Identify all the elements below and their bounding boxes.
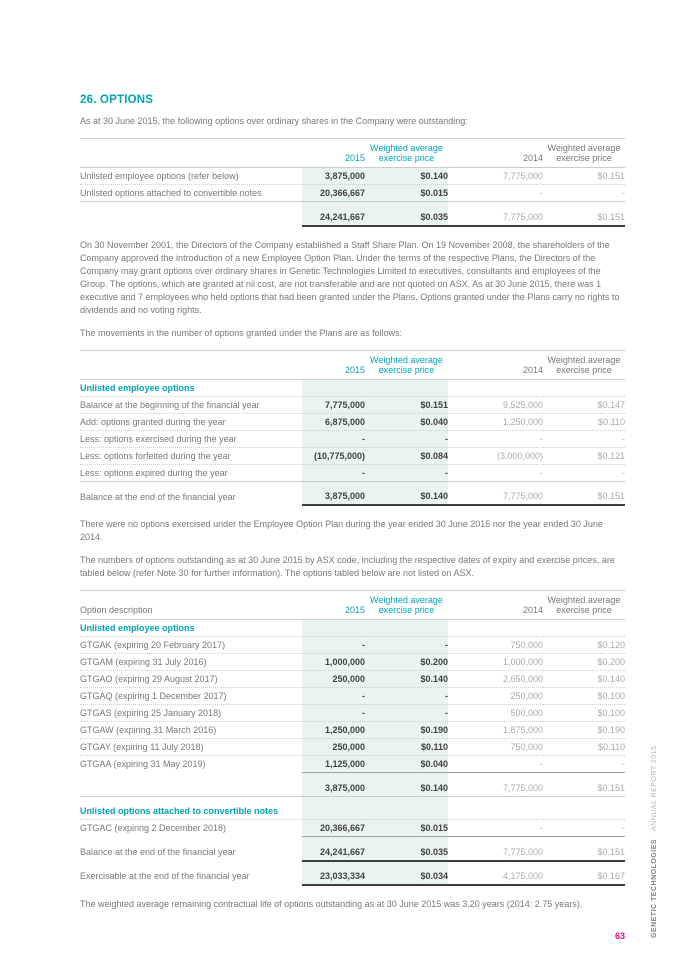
price-2014-cell: - — [543, 820, 625, 837]
row-label-cell: Balance at the end of the financial year — [80, 847, 236, 857]
price-2014-cell: $0.110 — [543, 739, 625, 756]
value-2014-cell — [448, 837, 543, 844]
price-2015-cell: $0.034 — [365, 868, 448, 885]
value-2015-cell: - — [302, 430, 365, 447]
price-2014-cell — [543, 481, 625, 488]
row-label-cell — [80, 861, 302, 868]
price-2015-cell: $0.015 — [365, 185, 448, 202]
value-2015-cell: - — [302, 464, 365, 481]
value-2014-cell: - — [448, 185, 543, 202]
value-2014-cell — [448, 796, 543, 803]
table-row-data — [80, 464, 625, 481]
value-2015-cell: 3,875,000 — [302, 168, 365, 185]
column-header-waep-2015: Weighted average exercise price — [365, 350, 448, 379]
row-label-cell — [80, 202, 302, 209]
table-row-total — [80, 868, 625, 885]
value-2014-cell: 7,775,000 — [448, 488, 543, 505]
row-label-cell: Balance at the beginning of the financial year — [80, 396, 302, 413]
column-header-label: Option description — [80, 591, 302, 620]
table-header-row — [80, 591, 625, 620]
value-2015-cell: 3,875,000 — [302, 488, 365, 505]
price-2015-cell: $0.110 — [365, 739, 448, 756]
value-2014-cell: 4,175,000 — [448, 868, 543, 885]
value-2015-cell — [302, 620, 365, 637]
price-2014-cell: $0.167 — [543, 868, 625, 885]
price-2015-cell — [365, 861, 448, 868]
table-row-data — [80, 671, 625, 688]
price-2014-cell: $0.151 — [543, 780, 625, 797]
price-2015-cell: $0.084 — [365, 447, 448, 464]
table-row-data — [80, 413, 625, 430]
price-2014-cell — [543, 379, 625, 396]
value-2015-cell: 1,125,000 — [302, 756, 365, 773]
table-row-data — [80, 168, 625, 185]
column-header-2014: 2014 — [448, 350, 543, 379]
price-2014-cell: - — [543, 756, 625, 773]
value-2014-cell: 7,775,000 — [448, 209, 543, 226]
row-label-cell: GTGAW (expiring 31 March 2016) — [80, 722, 302, 739]
column-header-waep-2015: Weighted average exercise price — [365, 139, 448, 168]
price-2014-cell: $0.151 — [543, 168, 625, 185]
value-2014-cell: - — [448, 430, 543, 447]
price-2014-cell — [543, 620, 625, 637]
page-number: 63 — [614, 931, 625, 941]
column-header-waep-2014: Weighted average exercise price — [543, 139, 625, 168]
row-label-cell — [80, 209, 302, 226]
value-2014-cell — [448, 379, 543, 396]
price-2015-cell — [365, 803, 448, 820]
row-label-cell: Unlisted options attached to convertible notes — [80, 185, 302, 202]
price-2015-cell: $0.140 — [365, 780, 448, 797]
table-row-data — [80, 185, 625, 202]
price-2014-cell: $0.200 — [543, 654, 625, 671]
value-2014-cell: - — [448, 756, 543, 773]
options-by-code-table — [80, 590, 625, 886]
table-row-data — [80, 820, 625, 837]
value-2015-cell: - — [302, 688, 365, 705]
section-heading-cell: Unlisted employee options — [80, 379, 302, 396]
row-label-cell — [80, 837, 302, 844]
section-title: 26. OPTIONS — [80, 94, 154, 106]
options-by-asx-code-grid — [80, 590, 625, 886]
page-edge-branding — [650, 746, 660, 938]
table-row-section — [80, 620, 625, 637]
price-2014-cell: $0.140 — [543, 671, 625, 688]
value-2014-cell: 2,650,000 — [448, 671, 543, 688]
value-2015-cell — [302, 861, 365, 868]
price-2015-cell — [365, 202, 448, 209]
price-2015-cell: - — [365, 430, 448, 447]
value-2015-cell — [302, 796, 365, 803]
no-exercise-paragraph: There were no options exercised under the Employee Option Plan during the year ended 30 June 2015 nor the year ended 30 June 2014. — [80, 519, 603, 542]
value-2014-cell: 750,000 — [448, 739, 543, 756]
value-2015-cell — [302, 202, 365, 209]
intro-paragraph: As at 30 June 2015, the following options over ordinary shares in the Company were outstanding: — [80, 116, 468, 126]
value-2015-cell: 20,366,667 — [302, 185, 365, 202]
value-2014-cell: 9,525,000 — [448, 396, 543, 413]
price-2014-cell: $0.121 — [543, 447, 625, 464]
price-2015-cell: $0.015 — [365, 820, 448, 837]
table-row-data — [80, 447, 625, 464]
price-2015-cell: - — [365, 705, 448, 722]
price-2014-cell — [543, 837, 625, 844]
value-2015-cell: - — [302, 705, 365, 722]
price-2015-cell: $0.140 — [365, 671, 448, 688]
price-2014-cell: $0.151 — [543, 209, 625, 226]
column-header-2015: 2015 — [302, 350, 365, 379]
price-2015-cell: $0.035 — [365, 209, 448, 226]
price-2014-cell — [543, 803, 625, 820]
table-row-total — [80, 844, 625, 861]
row-label-cell: Balance at the end of the financial year — [80, 491, 236, 502]
price-2015-cell — [365, 379, 448, 396]
table-row-data — [80, 654, 625, 671]
price-2014-cell: - — [543, 185, 625, 202]
price-2015-cell — [365, 773, 448, 780]
table-row-spacer — [80, 837, 625, 844]
contractual-life-paragraph: The weighted average remaining contractual life of options outstanding as at 30 June 2015 was 3.20 years (2014: 2.75 years). — [80, 898, 583, 909]
price-2014-cell — [543, 861, 625, 868]
value-2014-cell: 500,000 — [448, 705, 543, 722]
table-row-spacer — [80, 481, 625, 488]
plans-paragraph: On 30 November 2001, the Directors of the Company established a Staff Share Plan. On 19 November 2008, the shareholders of the Company approved the introduction of a new Employee Option Plan. Under the terms of the respective Plans, the Directors of the Company may grant options over ordinary shares in Genetic Technologies Limited to executives, consultants and employees of the Group. The options, which are granted at nil cost, are not transferable and are not quoted on ASX. As at 30 June 2015, there was 1 executive and 7 employees who held options that had been granted under the Plans. Options granted under the Plans carry no rights to dividends and no voting rights. — [80, 239, 620, 315]
column-header-2014: 2014 — [448, 139, 543, 168]
section-heading-cell: Unlisted employee options — [80, 620, 302, 637]
price-2015-cell — [365, 481, 448, 488]
options-outstanding-summary-grid — [80, 138, 625, 227]
value-2015-cell: 20,366,667 — [302, 820, 365, 837]
row-label-cell: Less: options forfeited during the year — [80, 447, 302, 464]
table-row-data — [80, 739, 625, 756]
column-header-waep-2014: Weighted average exercise price — [543, 591, 625, 620]
row-label-cell — [80, 796, 302, 803]
value-2015-cell — [302, 773, 365, 780]
price-2014-cell: $0.110 — [543, 413, 625, 430]
value-2015-cell: 24,241,667 — [302, 209, 365, 226]
value-2015-cell: 250,000 — [302, 739, 365, 756]
value-2015-cell: 24,241,667 — [302, 844, 365, 861]
table-row-data — [80, 396, 625, 413]
price-2015-cell: $0.140 — [365, 488, 448, 505]
value-2014-cell: 7,775,000 — [448, 780, 543, 797]
value-2015-cell — [302, 803, 365, 820]
price-2014-cell: $0.151 — [543, 488, 625, 505]
value-2014-cell — [448, 803, 543, 820]
table-row-data — [80, 722, 625, 739]
value-2014-cell: 250,000 — [448, 688, 543, 705]
price-2014-cell: $0.190 — [543, 722, 625, 739]
value-2015-cell — [302, 837, 365, 844]
row-label-cell: GTGAY (expiring 11 July 2018) — [80, 739, 302, 756]
table-row-data — [80, 688, 625, 705]
table-row-spacer — [80, 796, 625, 803]
price-2014-cell: $0.100 — [543, 705, 625, 722]
price-2015-cell: $0.040 — [365, 413, 448, 430]
column-header-waep-2014: Weighted average exercise price — [543, 350, 625, 379]
value-2014-cell — [448, 620, 543, 637]
table-row-data — [80, 705, 625, 722]
page-content — [80, 94, 625, 911]
table-row-section — [80, 379, 625, 396]
value-2015-cell — [302, 379, 365, 396]
price-2015-cell: $0.151 — [365, 396, 448, 413]
price-2014-cell: - — [543, 464, 625, 481]
options-summary-table — [80, 138, 625, 227]
price-2014-cell: $0.147 — [543, 396, 625, 413]
value-2014-cell: - — [448, 820, 543, 837]
movements-paragraph: The movements in the number of options granted under the Plans are as follows: — [80, 327, 403, 338]
price-2015-cell: $0.140 — [365, 168, 448, 185]
table-row-spacer — [80, 773, 625, 780]
value-2014-cell: 1,250,000 — [448, 413, 543, 430]
table-row-spacer — [80, 202, 625, 209]
row-label-cell: GTGAM (expiring 31 July 2016) — [80, 654, 302, 671]
column-header-label — [80, 350, 302, 379]
price-2015-cell: $0.040 — [365, 756, 448, 773]
brand-name-vertical: GENETIC TECHNOLOGIES — [651, 838, 658, 938]
table-row-data — [80, 430, 625, 447]
value-2015-cell: 250,000 — [302, 671, 365, 688]
row-label-cell: GTGAO (expiring 29 August 2017) — [80, 671, 302, 688]
row-label-cell: GTGAK (expiring 20 February 2017) — [80, 637, 302, 654]
price-2015-cell — [365, 837, 448, 844]
row-label-cell: GTGAQ (expiring 1 December 2017) — [80, 688, 302, 705]
value-2015-cell — [302, 481, 365, 488]
price-2015-cell: $0.200 — [365, 654, 448, 671]
row-label-cell — [80, 773, 302, 780]
price-2014-cell — [543, 796, 625, 803]
row-label-cell: GTGAC (expiring 2 December 2018) — [80, 823, 227, 834]
table-row-spacer — [80, 861, 625, 868]
value-2014-cell: - — [448, 464, 543, 481]
value-2015-cell: - — [302, 637, 365, 654]
price-2015-cell: - — [365, 688, 448, 705]
price-2014-cell: - — [543, 430, 625, 447]
row-label-cell: Add: options granted during the year — [80, 413, 302, 430]
table-row-total — [80, 780, 625, 797]
options-movements-table — [80, 350, 625, 507]
price-2015-cell: $0.035 — [365, 844, 448, 861]
price-2015-cell — [365, 620, 448, 637]
value-2014-cell: (3,000,000) — [448, 447, 543, 464]
section-heading-cell: Unlisted options attached to convertible notes — [80, 803, 302, 820]
value-2014-cell — [448, 481, 543, 488]
column-header-2015: 2015 — [302, 139, 365, 168]
table-header-row — [80, 350, 625, 379]
value-2015-cell: 6,875,000 — [302, 413, 365, 430]
value-2014-cell — [448, 773, 543, 780]
value-2015-cell: 23,033,334 — [302, 868, 365, 885]
column-header-label — [80, 139, 302, 168]
report-title-vertical: ANNUAL REPORT 2015 — [651, 745, 658, 832]
table-row-section — [80, 803, 625, 820]
price-2015-cell — [365, 796, 448, 803]
value-2014-cell: 7,775,000 — [448, 844, 543, 861]
row-label-cell: Less: options expired during the year — [80, 464, 302, 481]
row-label-cell — [80, 780, 302, 797]
value-2014-cell — [448, 861, 543, 868]
value-2015-cell: 1,000,000 — [302, 654, 365, 671]
row-label-cell — [80, 481, 302, 488]
table-row-data — [80, 637, 625, 654]
options-movements-grid — [80, 350, 625, 507]
outstanding-paragraph: The numbers of options outstanding as at 30 June 2015 by ASX code, including the respective dates of expiry and exercise prices, are tabled below (refer Note 30 for further information). The options tabled below are not listed on ASX. — [80, 555, 615, 578]
table-row-total — [80, 488, 625, 505]
value-2015-cell: 3,875,000 — [302, 780, 365, 797]
value-2014-cell: 750,000 — [448, 637, 543, 654]
column-header-2015: 2015 — [302, 591, 365, 620]
value-2014-cell: 1,000,000 — [448, 654, 543, 671]
column-header-waep-2015: Weighted average exercise price — [365, 591, 448, 620]
table-row-total — [80, 209, 625, 226]
price-2014-cell: $0.120 — [543, 637, 625, 654]
row-label-cell: Exercisable at the end of the financial year — [80, 871, 250, 881]
price-2014-cell: $0.151 — [543, 844, 625, 861]
table-header-row — [80, 139, 625, 168]
value-2014-cell — [448, 202, 543, 209]
value-2015-cell: 1,250,000 — [302, 722, 365, 739]
value-2014-cell: 7,775,000 — [448, 168, 543, 185]
row-label-cell: Unlisted employee options (refer below) — [80, 168, 302, 185]
row-label-cell: Less: options exercised during the year — [80, 430, 302, 447]
value-2015-cell: (10,775,000) — [302, 447, 365, 464]
price-2014-cell — [543, 202, 625, 209]
value-2015-cell: 7,775,000 — [302, 396, 365, 413]
price-2014-cell: $0.100 — [543, 688, 625, 705]
row-label-cell: GTGAS (expiring 25 January 2018) — [80, 705, 302, 722]
table-row-data — [80, 756, 625, 773]
row-label-cell: GTGAA (expiring 31 May 2019) — [80, 759, 206, 770]
price-2015-cell: - — [365, 637, 448, 654]
price-2015-cell: $0.190 — [365, 722, 448, 739]
price-2014-cell — [543, 773, 625, 780]
value-2014-cell: 1,875,000 — [448, 722, 543, 739]
column-header-2014: 2014 — [448, 591, 543, 620]
price-2015-cell: - — [365, 464, 448, 481]
